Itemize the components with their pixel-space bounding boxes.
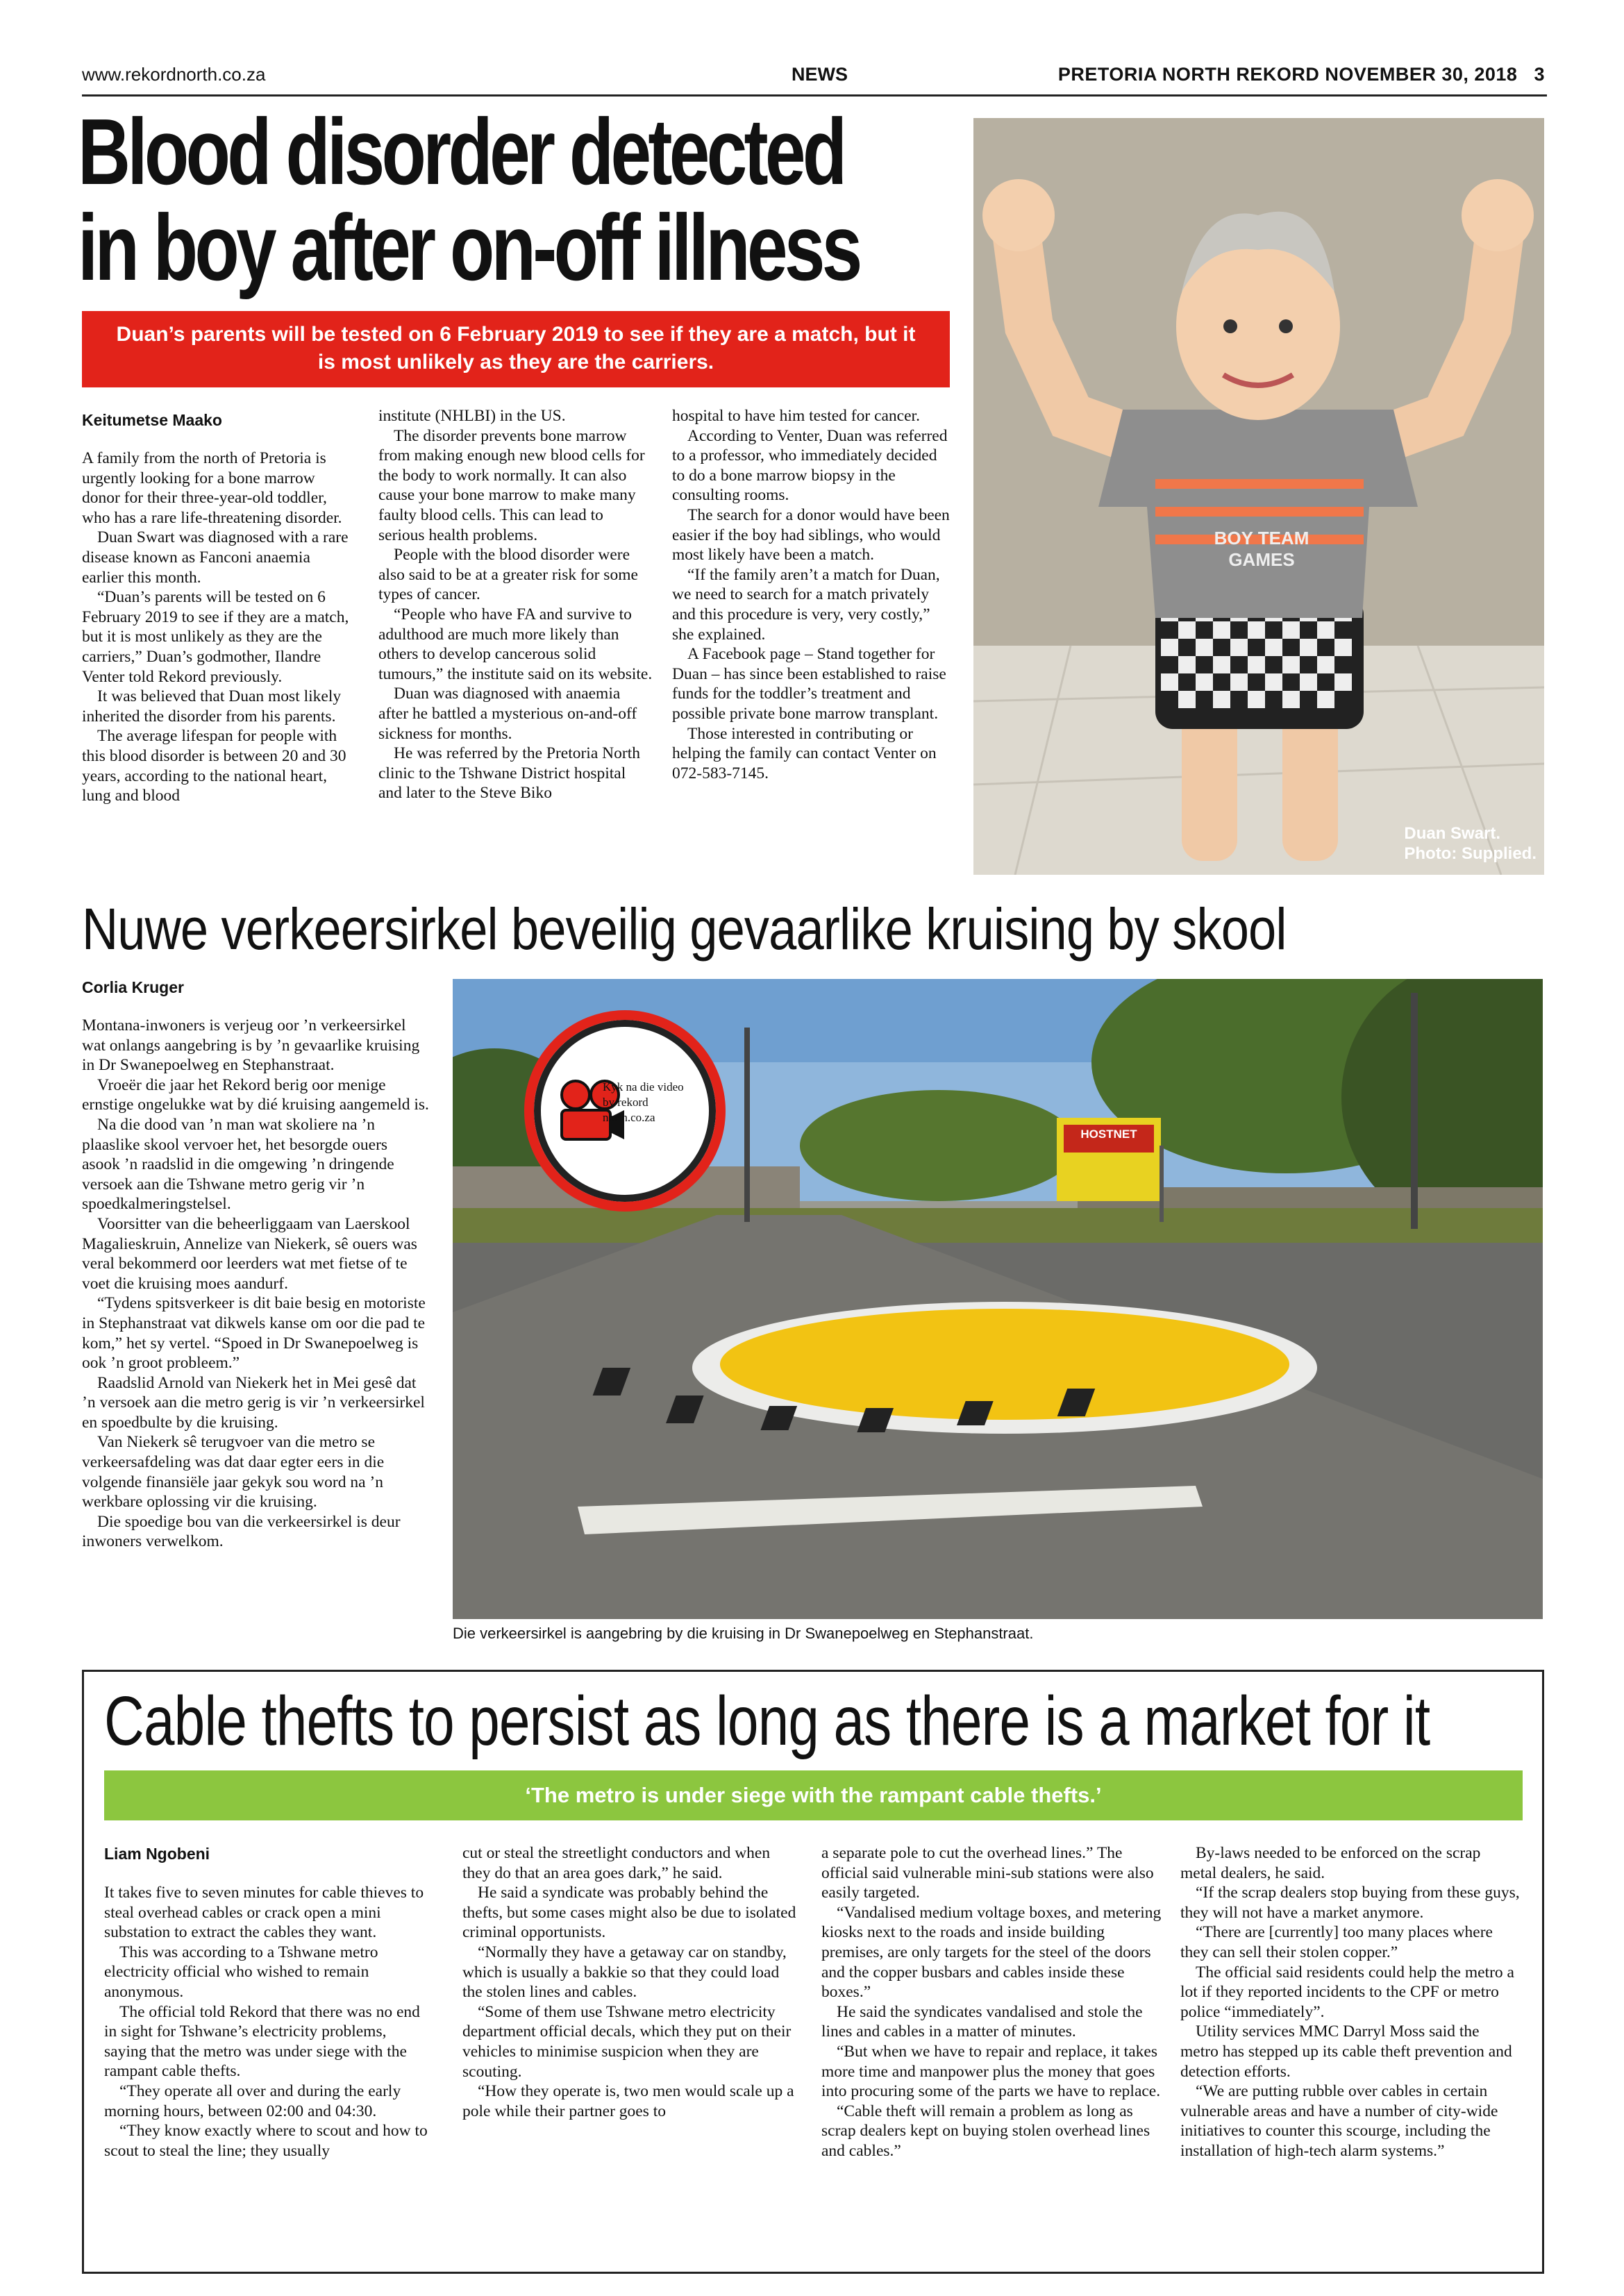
paragraph: “If the family aren’t a match for Duan, we need to search for a match privately and this procedure is very, very costly,” she explained. — [672, 565, 940, 644]
paper-name-date: PRETORIA NORTH REKORD NOVEMBER 30, 2018 — [1057, 64, 1518, 85]
story1-column-3 — [672, 406, 950, 783]
paragraph: institute (NHLBI) in the US. — [378, 407, 566, 425]
caption-credit: Photo: Supplied. — [1404, 844, 1537, 863]
video-badge-text[interactable]: Kyk na die video by rekord north.co.za — [603, 1080, 684, 1124]
paragraph: It was believed that Duan most likely inherited the disorder from his parents. — [82, 687, 342, 726]
paragraph: He was referred by the Pretoria North clinic to the Tshwane District hospital and later to the Steve Biko — [378, 744, 640, 803]
story1-headline-line2: in boy after on-off illness — [78, 195, 860, 300]
caption-name: Duan Swart. — [1404, 824, 1501, 843]
boy-photo-caption — [1404, 823, 1537, 864]
story3-headline: Cable thefts to persist as long as there is a market for it — [104, 1682, 1430, 1760]
paragraph: “Cable theft will remain a problem as long as scrap dealers kept on buying stolen overhead lines and cables.” — [821, 2102, 1150, 2160]
paragraph: He said the syndicates vandalised and stole the lines and cables in a matter of minutes. — [821, 2002, 1143, 2041]
paragraph: The disorder prevents bone marrow from making enough new blood cells for the body to work normally. It can also cause your bone marrow to make many faulty blood cells. This can lead to serious health problems. — [378, 426, 645, 544]
paragraph: He said a syndicate was probably behind the thefts, but some cases might also be due to isolated criminal opportunists. — [462, 1884, 796, 1942]
paragraph: Raadslid Arnold van Niekerk het in Mei gesê dat ’n versoek aan die metro gerig is vir ’n verkeersirkel en spoedbulte by die kruising. — [82, 1373, 425, 1432]
paragraph: By-laws needed to be enforced on the scrap metal dealers, he said. — [1180, 1844, 1481, 1882]
paragraph: “How they operate is, two men would scale up a pole while their partner goes to — [462, 2082, 794, 2120]
paragraph: According to Venter, Duan was referred to a professor, who immediately decided to do a bone marrow biopsy in the consulting rooms. — [672, 426, 948, 505]
paragraph: People with the blood disorder were also said to be at a greater risk for some types of cancer. — [378, 546, 638, 604]
paragraph: Montana-inwoners is verjeug oor ’n verkeersirkel wat onlangs aangebring is by ’n gevaarlike kruising in Dr Swanepoelweg en Stephanstraat. — [82, 1016, 420, 1075]
story3-byline: Liam Ngobeni — [104, 1845, 210, 1863]
paragraph: “Vandalised medium voltage boxes, and metering kiosks next to the roads and inside building premises, are only targets for the steel of the doors and the copper busbars and cables inside these boxes.” — [821, 1903, 1162, 2002]
story3-column-1 — [104, 1883, 430, 2161]
story3-column-2 — [462, 1843, 801, 2121]
paragraph: cut or steal the streetlight conductors and when they do that an area goes dark,” he said. — [462, 1844, 771, 1882]
paragraph: “They know exactly where to scout and how to scout to steal the line; they usually — [104, 2122, 428, 2160]
boy-illustration — [973, 118, 1544, 875]
story2-byline: Corlia Kruger — [82, 978, 184, 996]
paragraph: The average lifespan for people with this blood disorder is between 20 and 30 years, according to the national heart, lung and blood — [82, 727, 346, 805]
paragraph: Van Niekerk sê terugvoer van die metro se verkeersafdeling was dat daar egter eers in die volgende finansiële jaar gekyk sou word na ’n werkbare oplossing vir die kruising. — [82, 1433, 385, 1511]
story1-column-2 — [378, 406, 653, 803]
paragraph: A Facebook page – Stand together for Duan – has since been established to raise funds for the toddler’s treatment and possible private bone marrow transplant. — [672, 645, 946, 723]
paragraph: “Some of them use Tshwane metro electricity department official decals, which they put on their vehicles to minimise suspicion when they are scouting. — [462, 2002, 792, 2081]
paragraph: It takes five to seven minutes for cable thieves to steal overhead cables or crack open a mini substation to extract the cables they want. — [104, 1884, 424, 1942]
paragraph: Die spoedige bou van die verkeersirkel is deur inwoners verwelkom. — [82, 1512, 401, 1551]
paragraph: “But when we have to repair and replace, it takes more time and manpower plus the money that goes into procuring some of the parts we have to replace. — [821, 2042, 1161, 2101]
shirt-print: BOY TEAM GAMES — [1214, 528, 1309, 570]
paragraph: Vroeër die jaar het Rekord berig oor menige ernstige ongelukke wat by dié kruising aangemeld is. — [82, 1075, 429, 1114]
paragraph: The official said residents could help the metro a lot if they reported incidents to the CPF or metro police “immediately”. — [1180, 1963, 1514, 2021]
page-number: 3 — [1534, 64, 1545, 85]
story3-deck: ‘The metro is under siege with the rampant cable thefts.’ — [104, 1770, 1523, 1820]
paragraph: Those interested in contributing or helping the family can contact Venter on 072-583-7145. — [672, 724, 937, 782]
paragraph: “There are [currently] too many places where they can sell their stolen copper.” — [1180, 1923, 1493, 1961]
site-url[interactable]: www.rekordnorth.co.za — [82, 64, 266, 85]
story3-column-4 — [1180, 1843, 1521, 2161]
paragraph: “Normally they have a getaway car on standby, which is usually a bakkie so that they could load the stolen lines and cables. — [462, 1943, 787, 2002]
paragraph: Utility services MMC Darryl Moss said the metro has stepped up its cable theft prevention and detection efforts. — [1180, 2022, 1512, 2081]
section-label: NEWS — [792, 64, 848, 85]
paragraph: a separate pole to cut the overhead lines.” The official said vulnerable mini-sub stations were also easily targeted. — [821, 1844, 1154, 1902]
story2-column — [82, 1016, 429, 1552]
paragraph: A family from the north of Pretoria is urgently looking for a bone marrow donor for their three-year-old toddler, who has a rare life-threatening disorder. — [82, 449, 342, 527]
paragraph: “Tydens spitsverkeer is dit baie besig en motoriste in Stephanstraat vat dikwels kanse om oor die pad te kom,” het sy vertel. “Spoed in Dr Swanepoelweg is ook ’n groot probleem.” — [82, 1294, 426, 1373]
paragraph: Na die dood van ’n man wat skoliere na ’n plaaslike skool vervoer het, het besorgde ouers asook ’n raadslid in die omgewing ’n dringende versoek aan die Tshwane metro gerig vir ’n spoedkalmeringstelsel. — [82, 1115, 394, 1214]
story2-headline: Nuwe verkeersirkel beveilig gevaarlike kruising by skool — [82, 896, 1287, 962]
paragraph: “We are putting rubble over cables in certain vulnerable areas and have a number of city-wide initiatives to counter this scourge, including the installation of high-tech alarm systems.” — [1180, 2082, 1498, 2160]
roundabout-photo-caption: Die verkeersirkel is aangebring by die kruising in Dr Swanepoelweg en Stephanstraat. — [453, 1625, 1034, 1642]
paragraph: “They operate all over and during the early morning hours, between 02:00 and 04:30. — [104, 2081, 401, 2120]
boy-photo — [973, 118, 1544, 875]
story1-deck: Duan’s parents will be tested on 6 February 2019 to see if they are a match, but it is most unlikely as they are the carriers. — [82, 311, 950, 387]
paper-dateline — [1058, 64, 1545, 85]
hostnet-sign: HOSTNET — [1080, 1128, 1137, 1141]
paragraph: hospital to have him tested for cancer. — [672, 407, 920, 425]
paragraph: “If the scrap dealers stop buying from these guys, they will not have a market anymore. — [1180, 1884, 1520, 1922]
story1-headline — [78, 99, 860, 300]
header-rule — [82, 94, 1547, 97]
paragraph: Voorsitter van die beheerliggaam van Laerskool Magalieskruin, Annelize van Niekerk, sê ouers was veral bekommerd oor leerders wat met fietse of te voet die kruising moes aandurf. — [82, 1214, 417, 1293]
story3-column-3 — [821, 1843, 1162, 2161]
paragraph: “Duan’s parents will be tested on 6 February 2019 to see if they are a match, but it is most unlikely as they are the carriers,” Duan’s godmother, Ilandre Venter told Rekord previously. — [82, 588, 349, 686]
paragraph: The search for a donor would have been easier if the boy had siblings, who would most likely have been a match. — [672, 505, 950, 564]
story1-headline-line1: Blood disorder detected — [78, 99, 844, 204]
paragraph: This was according to a Tshwane metro electricity official who wished to remain anonymous. — [104, 1943, 378, 2001]
paragraph: Duan Swart was diagnosed with a rare disease known as Fanconi anaemia earlier this month. — [82, 528, 349, 587]
paragraph: Duan was diagnosed with anaemia after he battled a mysterious on-and-off sickness for months. — [378, 685, 637, 743]
story1-byline: Keitumetse Maako — [82, 411, 222, 429]
story1-column-1 — [82, 449, 349, 806]
paragraph: The official told Rekord that there was no end in sight for Tshwane’s electricity problems, saying that the metro was under siege with the rampant cable thefts. — [104, 2002, 420, 2081]
paragraph: “People who have FA and survive to adulthood are much more likely than others to develop cancerous solid tumours,” the institute said on its website. — [378, 605, 653, 683]
